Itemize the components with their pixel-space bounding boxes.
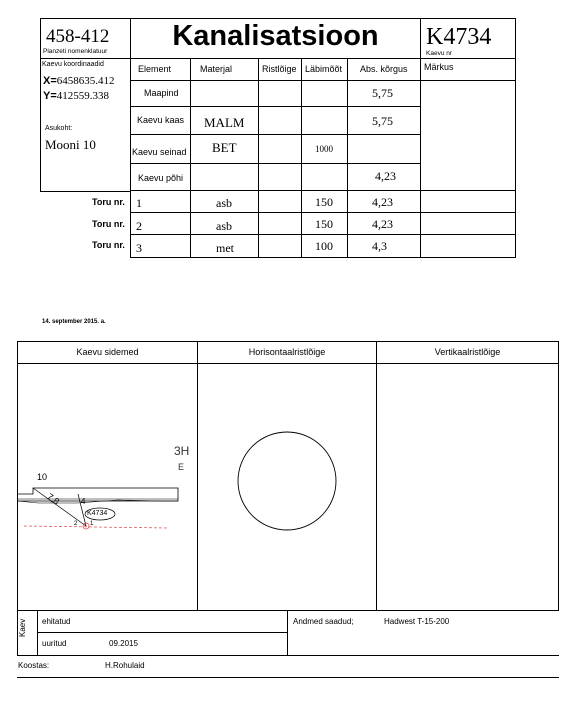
footer-side-label: Kaev [18, 618, 27, 637]
sketch-label-1: 1 [90, 521, 94, 527]
well-circle [238, 432, 336, 530]
pipe-height: 4,23 [372, 217, 393, 231]
footer-surveyed-value: 09.2015 [109, 639, 138, 648]
well-id: K4734 [426, 24, 492, 50]
location-value: Mooni 10 [45, 137, 96, 152]
row-element: Kaevu põhi [138, 173, 184, 183]
footer-author-value: H.Rohulaid [105, 661, 145, 670]
document-date: 14. september 2015. a. [42, 319, 106, 325]
well-caption: Kaevu nr [426, 50, 453, 57]
row-element: Maapind [144, 88, 179, 98]
row-element: Kaevu seinad [132, 147, 187, 157]
footer-source-label: Andmed saadud; [293, 617, 354, 626]
pipe-line [24, 526, 168, 528]
pipe-material: met [216, 241, 234, 255]
header-element: Element [138, 64, 172, 74]
pipe-diameter: 100 [315, 239, 333, 253]
row-element: Kaevu kaas [137, 115, 185, 125]
row-diameter: 1000 [315, 144, 333, 154]
pipe-number: 2 [136, 219, 142, 233]
well-ties-sketch [18, 364, 197, 610]
column-header-vertical: Vertikaalristlõige [434, 347, 501, 357]
horizontal-section-drawing [198, 364, 376, 610]
column-header-ties: Kaevu sidemed [76, 347, 139, 357]
card-title: Kanalisatsioon [172, 20, 379, 52]
header-section: Ristlõige [262, 64, 297, 74]
pipe-label: Toru nr. [92, 240, 125, 250]
row-material: BET [212, 140, 237, 155]
footer-source-value: Hadwest T-15-200 [384, 617, 450, 626]
sketch-label-10: 10 [37, 472, 48, 482]
sketch-label-2: 2 [74, 521, 78, 527]
pipe-material: asb [216, 196, 232, 210]
pipe-height: 4,23 [372, 195, 393, 209]
plan-caption: Planzeti nomenklatuur [43, 48, 108, 55]
pipe-height: 4,3 [372, 239, 387, 253]
header-height: Abs. kõrgus [360, 64, 408, 74]
footer-surveyed-label: uuritud [42, 639, 67, 648]
header-notes: Märkus [424, 62, 454, 72]
survey-sheet [17, 341, 559, 678]
well-card [40, 18, 516, 258]
pipe-label: Toru nr. [92, 197, 125, 207]
sketch-label-e: E [178, 462, 185, 472]
row-height: 5,75 [372, 114, 393, 128]
sketch-well-tag: K4734 [87, 510, 108, 517]
pipe-material: asb [216, 219, 232, 233]
plan-number: 458-412 [46, 26, 110, 47]
y-coordinate: Y=412559.338 [43, 90, 110, 102]
row-height: 5,75 [372, 86, 393, 100]
row-height: 4,23 [375, 169, 396, 183]
header-material: Materjal [200, 64, 233, 74]
x-coordinate: X=6458635.412 [43, 75, 115, 87]
sketch-label-4: 4 [81, 497, 86, 506]
pipe-number: 3 [136, 241, 142, 255]
sketch-label-3h: 3H [174, 444, 190, 458]
pipe-number: 1 [136, 196, 142, 210]
pipe-diameter: 150 [315, 195, 333, 209]
row-material: MALM [204, 115, 245, 130]
footer-built-label: ehitatud [42, 617, 71, 626]
pipe-diameter: 150 [315, 217, 333, 231]
column-header-horizontal: Horisontaalristlõige [248, 347, 326, 357]
sketch-label-78: 7,8 [45, 491, 62, 507]
coord-caption: Kaevu koordinaadid [42, 61, 104, 68]
header-diameter: Läbimõõt [305, 64, 343, 74]
pipe-label: Toru nr. [92, 219, 125, 229]
location-caption: Asukoht: [45, 125, 73, 132]
footer-author-label: Koostas: [18, 661, 50, 670]
